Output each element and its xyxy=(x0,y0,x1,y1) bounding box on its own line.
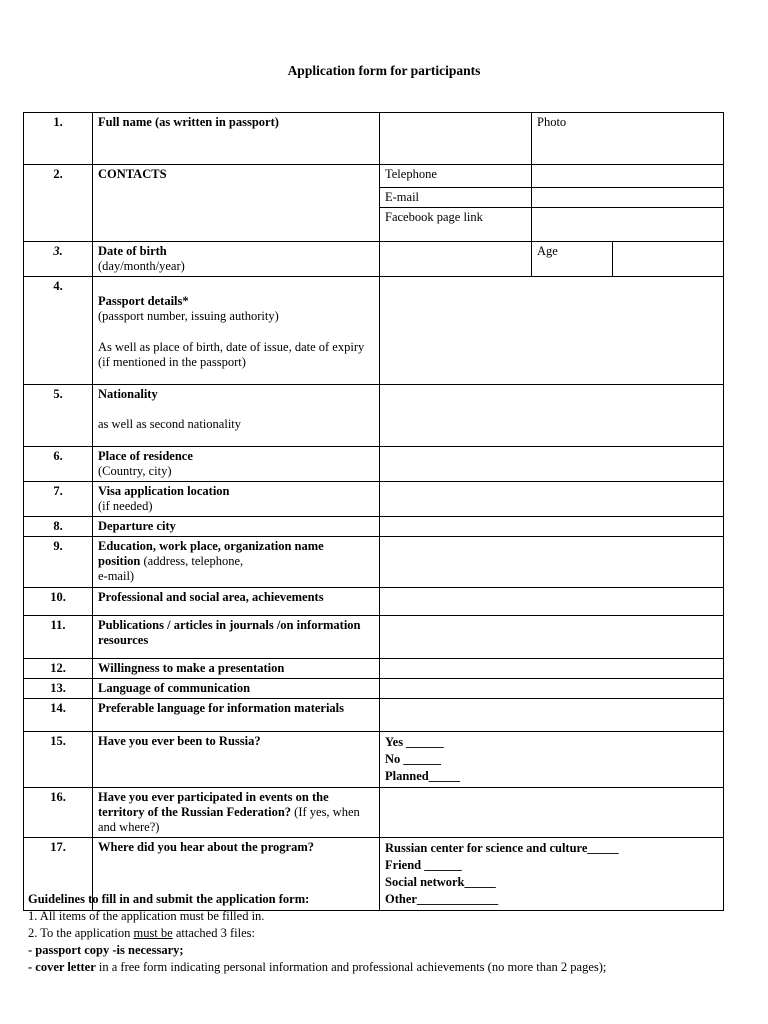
row-number: 1. xyxy=(24,113,93,165)
form-row-10 xyxy=(24,588,724,616)
row-label: CONTACTS xyxy=(93,165,380,242)
row-label: Visa application location (if needed) xyxy=(93,482,380,517)
guideline-passport-copy: - passport copy -is necessary; xyxy=(28,943,184,957)
row-label: Place of residence (Country, city) xyxy=(93,447,380,482)
guideline-cover-letter: - cover letter in a free form indicating personal information and professional achievements (no more than 2 pages); xyxy=(28,960,607,974)
form-row-7 xyxy=(24,482,724,517)
facebook-label: Facebook page link xyxy=(380,208,532,242)
form-row-2 xyxy=(24,165,724,188)
option-friend[interactable]: Friend ______ xyxy=(385,858,462,872)
form-row-8 xyxy=(24,517,724,537)
guideline-1: 1. All items of the application must be filled in. xyxy=(28,909,265,923)
row-label: Education, work place, organization name position (address, telephone, e-mail) xyxy=(93,537,380,588)
row-number: 9. xyxy=(24,537,93,588)
age-label: Age xyxy=(532,242,613,277)
option-no[interactable]: No ______ xyxy=(385,752,441,766)
form-row-12 xyxy=(24,659,724,679)
row-label: Passport details* (passport number, issuing authority) As well as place of birth, date of issue, date of expiry (if mentioned in the passport) xyxy=(93,277,380,385)
telephone-label: Telephone xyxy=(380,165,532,188)
row-number: 11. xyxy=(24,616,93,659)
education-field[interactable] xyxy=(380,537,724,588)
row-number: 17. xyxy=(24,838,93,911)
nationality-field[interactable] xyxy=(380,385,724,447)
option-social-network[interactable]: Social network_____ xyxy=(385,875,496,889)
row-label: Have you ever been to Russia? xyxy=(93,732,380,788)
row-number: 4. xyxy=(24,277,93,385)
departure-city-field[interactable] xyxy=(380,517,724,537)
row-number: 12. xyxy=(24,659,93,679)
language-field[interactable] xyxy=(380,679,724,699)
form-row-6 xyxy=(24,447,724,482)
row-number: 7. xyxy=(24,482,93,517)
row-label: Publications / articles in journals /on information resources xyxy=(93,616,380,659)
guideline-2: 2. To the application must be attached 3 files: xyxy=(28,926,255,940)
facebook-field[interactable] xyxy=(532,208,724,242)
row-label: Preferable language for information materials xyxy=(93,699,380,732)
form-row-4 xyxy=(24,277,724,385)
row-number: 5. xyxy=(24,385,93,447)
events-field[interactable] xyxy=(380,788,724,838)
row-label: Language of communication xyxy=(93,679,380,699)
age-field[interactable] xyxy=(613,242,724,277)
form-row-11 xyxy=(24,616,724,659)
row-label: Date of birth (day/month/year) xyxy=(93,242,380,277)
form-row-5 xyxy=(24,385,724,447)
guidelines-section xyxy=(28,891,748,976)
row-number: 14. xyxy=(24,699,93,732)
form-row-14 xyxy=(24,699,724,732)
row-number: 8. xyxy=(24,517,93,537)
form-row-16 xyxy=(24,788,724,838)
form-row-9 xyxy=(24,537,724,588)
row-label: Departure city xyxy=(93,517,380,537)
row-label: Where did you hear about the program? xyxy=(93,838,380,911)
presentation-field[interactable] xyxy=(380,659,724,679)
email-field[interactable] xyxy=(532,188,724,208)
professional-area-field[interactable] xyxy=(380,588,724,616)
option-other[interactable]: Other_____________ xyxy=(385,892,499,906)
row-number: 2. xyxy=(24,165,93,242)
row-label: Willingness to make a presentation xyxy=(93,659,380,679)
row-number: 16. xyxy=(24,788,93,838)
form-row-15 xyxy=(24,732,724,788)
russia-visit-options xyxy=(380,732,724,788)
row-label: Have you ever participated in events on the territory of the Russian Federation? (If yes, when and where?) xyxy=(93,788,380,838)
option-russian-center[interactable]: Russian center for science and culture_____ xyxy=(385,841,619,855)
form-row-13 xyxy=(24,679,724,699)
full-name-field[interactable] xyxy=(380,113,532,165)
application-form-table xyxy=(23,112,724,911)
row-label: Professional and social area, achievements xyxy=(93,588,380,616)
row-number: 3. xyxy=(24,242,93,277)
telephone-field[interactable] xyxy=(532,165,724,188)
photo-label: Photo xyxy=(537,115,567,129)
form-row-3 xyxy=(24,242,724,277)
row-number: 6. xyxy=(24,447,93,482)
row-number: 15. xyxy=(24,732,93,788)
photo-box[interactable] xyxy=(532,113,724,165)
passport-details-field[interactable] xyxy=(380,277,724,385)
date-of-birth-field[interactable] xyxy=(380,242,532,277)
row-number: 13. xyxy=(24,679,93,699)
page-title: Application form for participants xyxy=(287,63,481,78)
option-yes[interactable]: Yes ______ xyxy=(385,735,444,749)
option-planned[interactable]: Planned_____ xyxy=(385,769,461,783)
preferable-language-field[interactable] xyxy=(380,699,724,732)
guidelines-heading: Guidelines to fill in and submit the application form: xyxy=(28,892,310,906)
place-of-residence-field[interactable] xyxy=(380,447,724,482)
row-number: 10. xyxy=(24,588,93,616)
row-label: Nationality as well as second nationality xyxy=(93,385,380,447)
row-label: Full name (as written in passport) xyxy=(93,113,380,165)
email-label: E-mail xyxy=(380,188,532,208)
publications-field[interactable] xyxy=(380,616,724,659)
form-row-1 xyxy=(24,113,724,165)
visa-location-field[interactable] xyxy=(380,482,724,517)
